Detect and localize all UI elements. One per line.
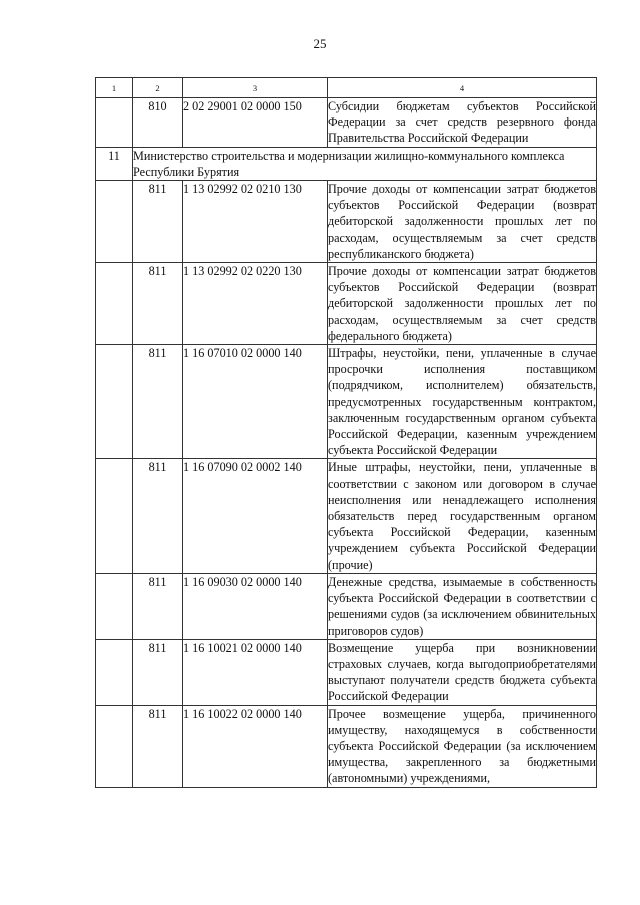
organization-number: 11 — [96, 147, 133, 180]
admin-code: 811 — [133, 639, 183, 705]
table-row — [96, 98, 597, 148]
income-description: Возмещение ущерба при возникновении страховых случаев, когда выгодоприобретателями выступают получатели средств бюджета субъекта Российской Федерации — [328, 640, 596, 704]
header-row — [96, 78, 597, 98]
empty-number-cell — [96, 345, 133, 459]
column-header-2: 2 — [133, 78, 183, 98]
admin-code: 810 — [133, 98, 183, 148]
table-row — [96, 639, 597, 705]
empty-number-cell — [96, 181, 133, 263]
empty-number-cell — [96, 98, 133, 148]
table-row — [96, 459, 597, 573]
page-number: 25 — [313, 36, 327, 51]
income-description: Прочее возмещение ущерба, причиненного имуществу, находящемуся в собственности субъекта Российской Федерации (за исключением имущества, закрепленного за бюджетными (автономными) учреждениями, — [328, 706, 596, 786]
empty-number-cell — [96, 573, 133, 639]
kbk-code: 1 16 09030 02 0000 140 — [183, 573, 328, 639]
table-body — [96, 78, 597, 788]
organization-name: Министерство строительства и модернизации жилищно-коммунального комплекса Республики Бурятия — [133, 147, 597, 180]
column-header-1: 1 — [96, 78, 133, 98]
income-description: Прочие доходы от компенсации затрат бюджетов субъектов Российской Федерации (возврат дебиторской задолженности прошлых лет по расходам, осуществляемым за счет средств федерального бюджета) — [328, 264, 596, 343]
kbk-code: 1 16 07090 02 0002 140 — [183, 459, 328, 573]
income-description: Штрафы, неустойки, пени, уплаченные в случае просрочки исполнения поставщиком (подрядчиком, исполнителем) обязательств, предусмотренных государственным контрактом, заключенным государственным органом субъекта Российской Федерации, казенным учреждением субъекта Российской Федерации — [328, 346, 596, 458]
empty-number-cell — [96, 639, 133, 705]
admin-code: 811 — [133, 459, 183, 573]
column-header-3: 3 — [183, 78, 328, 98]
kbk-code: 1 13 02992 02 0220 130 — [183, 263, 328, 345]
admin-code: 811 — [133, 705, 183, 787]
budget-table — [95, 77, 597, 788]
table-row — [96, 181, 597, 263]
kbk-code: 1 16 10021 02 0000 140 — [183, 639, 328, 705]
table-row — [96, 263, 597, 345]
table-row — [96, 345, 597, 459]
kbk-code: 1 16 10022 02 0000 140 — [183, 705, 328, 787]
income-description: Денежные средства, изымаемые в собственность субъекта Российской Федерации в соответствии с решениями судов (за исключением обвинительных приговоров судов) — [328, 574, 596, 638]
admin-code: 811 — [133, 181, 183, 263]
income-description: Субсидии бюджетам субъектов Российской Федерации за счет средств резервного фонда Правительства Российской Федерации — [328, 99, 596, 146]
kbk-code: 1 16 07010 02 0000 140 — [183, 345, 328, 459]
kbk-code: 1 13 02992 02 0210 130 — [183, 181, 328, 263]
organization-row — [96, 147, 597, 180]
table-row — [96, 573, 597, 639]
column-header-4: 4 — [328, 78, 597, 98]
empty-number-cell — [96, 459, 133, 573]
admin-code: 811 — [133, 263, 183, 345]
table-row — [96, 705, 597, 787]
kbk-code: 2 02 29001 02 0000 150 — [183, 98, 328, 148]
admin-code: 811 — [133, 345, 183, 459]
income-description: Иные штрафы, неустойки, пени, уплаченные в соответствии с законом или договором в случае неисполнения или ненадлежащего исполнения обязательств перед государственным органом субъекта Российской Федерации, казенным учреждением субъекта Российской Федерации (прочие) — [328, 460, 596, 572]
empty-number-cell — [96, 263, 133, 345]
admin-code: 811 — [133, 573, 183, 639]
empty-number-cell — [96, 705, 133, 787]
income-description: Прочие доходы от компенсации затрат бюджетов субъектов Российской Федерации (возврат дебиторской задолженности прошлых лет по расходам, осуществляемым за счет средств республиканского бюджета) — [328, 182, 596, 261]
